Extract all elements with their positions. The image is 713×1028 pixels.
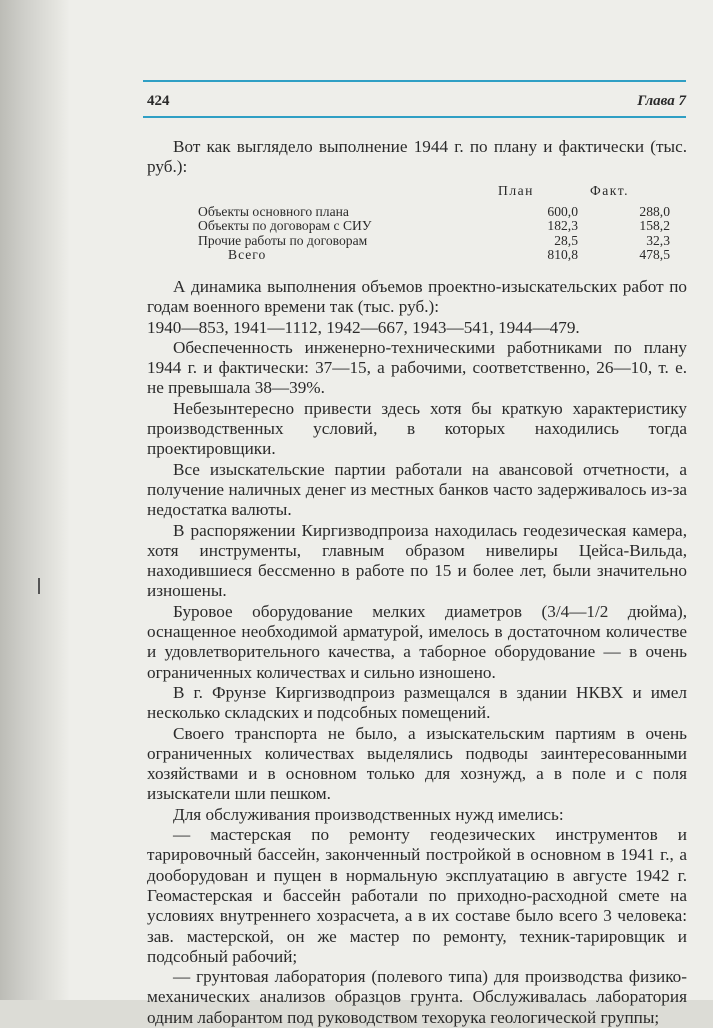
- column-header-fact: Факт.: [590, 183, 630, 198]
- header-rule-bottom: [143, 116, 686, 118]
- table-total-row: [190, 248, 670, 263]
- table-header-row: [190, 184, 670, 205]
- margin-mark: [38, 578, 40, 594]
- row-fact: 32,3: [646, 232, 670, 248]
- table-row: [190, 205, 670, 220]
- body-text: [147, 277, 687, 1028]
- header-rule-top: [143, 80, 686, 82]
- intro-paragraph: [147, 137, 687, 178]
- paragraph: Все изыскательские партии работали на авансовой отчетности, а получение наличных денег из местных банков часто задерживалось из-за недостатка валюты.: [147, 459, 687, 520]
- paragraph: Для обслуживания производственных нужд имелись:: [173, 804, 564, 824]
- row-name: Прочие работы по договорам: [198, 232, 368, 248]
- column-header-plan: План: [498, 183, 534, 198]
- binding-shadow: [0, 0, 70, 1000]
- list-item: — мастерская по ремонту геодезических инструментов и тарировочный бассейн, законченный постройкой в основном в 1941 г., а дооборудован и пущен в нормальную эксплуатацию в августе 1942 г. Геомастерская и бассейн работали по приходно-расходной смете на условиях внутреннего хозрасчета, а в их составе было всего 3 человека: зав. мастерской, он же мастер по ремонту, техник-тарировщик и подсобный рабочий;: [147, 825, 687, 966]
- row-name: Всего: [228, 247, 267, 262]
- paragraph: Буровое оборудование мелких диаметров (3/4—1/2 дюйма), оснащенное необходимой арматурой, имелось в достаточном количестве и удовлетворительного качества, а таборное оборудование — в очень ограниченных количествах и сильно изношено.: [147, 601, 687, 682]
- row-plan: 600,0: [547, 203, 578, 219]
- paragraph: Своего транспорта не было, а изыскательским партиям в очень ограниченных количествах выделялись подводы заинтересованными хозяйствами и в основном только для хознужд, а в поле и с поля изыскатели шли пешком.: [147, 723, 687, 804]
- row-plan: 28,5: [554, 232, 578, 248]
- chapter-title: Глава 7: [637, 93, 686, 109]
- paragraph: Небезынтересно привести здесь хотя бы краткую характеристику производственных условий, в которых находились тогда проектировщики.: [147, 398, 687, 459]
- row-fact: 288,0: [639, 203, 670, 219]
- row-name: Объекты основного плана: [198, 203, 349, 219]
- paragraph: А динамика выполнения объемов проектно-изыскательских работ по годам военного времени так (тыс. руб.):: [147, 277, 687, 317]
- page-number: 424: [147, 93, 170, 109]
- paragraph: Вот как выглядело выполнение 1944 г. по плану и фактически (тыс. руб.):: [147, 137, 687, 177]
- table-row: [190, 234, 670, 249]
- row-plan: 810,8: [547, 247, 578, 262]
- row-name: Объекты по договорам с СИУ: [198, 218, 372, 233]
- row-fact: 158,2: [639, 218, 670, 233]
- paragraph: В распоряжении Киргизводпроиза находилась геодезическая камера, хотя инструменты, главным образом нивелиры Цейса-Вильда, находившиеся бессменно в работе по 15 и более лет, были значительно изношены.: [147, 520, 687, 601]
- paragraph: 1940—853, 1941—1112, 1942—667, 1943—541, 1944—479.: [147, 317, 580, 337]
- row-plan: 182,3: [547, 218, 578, 233]
- table-row: [190, 219, 670, 234]
- paragraph: Обеспеченность инженерно-техническими работниками по плану 1944 г. и фактически: 37—15, а рабочими, соответственно, 26—10, т. е. не превышала 38—39%.: [147, 337, 687, 398]
- plan-fact-table: [190, 184, 670, 263]
- list-item: — грунтовая лаборатория (полевого типа) для производства физико-механических анализов образцов грунта. Обслуживалась лаборатория одним лаборантом под руководством техорука геологической группы;: [147, 967, 687, 1027]
- row-fact: 478,5: [639, 247, 670, 262]
- paragraph: В г. Фрунзе Киргизводпроиз размещался в здании НКВХ и имел несколько складских и подсобных помещений.: [147, 682, 687, 723]
